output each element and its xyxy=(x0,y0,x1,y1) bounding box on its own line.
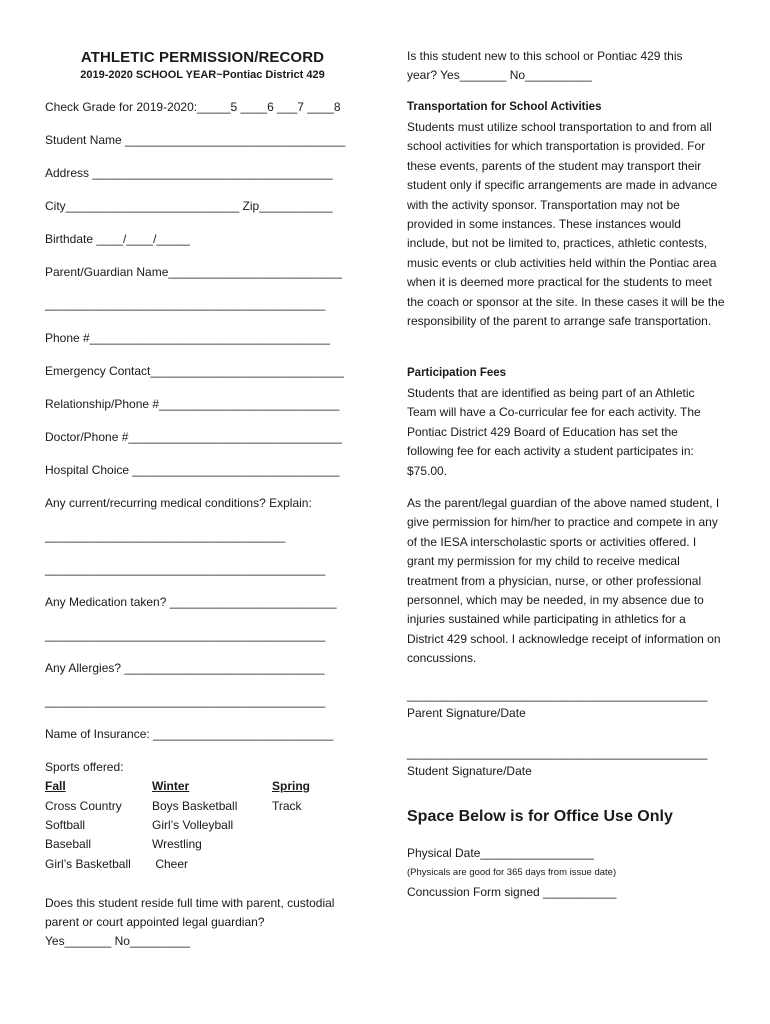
new-student-question: Is this student new to this school or Pontiac 429 this xyxy=(407,49,683,63)
reside-question-line2: parent or court appointed legal guardian? xyxy=(45,915,265,929)
fall-header: Fall xyxy=(45,779,66,793)
spring-header: Spring xyxy=(272,779,310,793)
address-field[interactable]: Address ____________________________________ xyxy=(45,166,333,180)
parent-guardian-name-field[interactable]: Parent/Guardian Name__________________________ xyxy=(45,265,342,279)
physical-date-field[interactable]: Physical Date_________________ xyxy=(407,846,594,860)
sport-spring-item: Track xyxy=(272,799,302,813)
transportation-heading: Transportation for School Activities xyxy=(407,101,602,113)
sport-fall-item: Girl’s Basketball xyxy=(45,857,131,871)
student-signature-label: Student Signature/Date xyxy=(407,764,532,778)
medication-line2[interactable]: __________________________________________ xyxy=(45,628,326,642)
doctor-phone-field[interactable]: Doctor/Phone #________________________________ xyxy=(45,430,342,444)
sport-winter-item: Girl’s Volleyball xyxy=(152,818,234,832)
parent-guardian-name-line2[interactable]: __________________________________________ xyxy=(45,297,326,311)
reside-question-line1: Does this student reside full time with parent, custodial xyxy=(45,896,335,910)
medical-conditions-label: Any current/recurring medical conditions? Explain: xyxy=(45,496,312,510)
reside-answer-field[interactable]: Yes_______ No_________ xyxy=(45,934,191,948)
concussion-form-field[interactable]: Concussion Form signed ___________ xyxy=(407,885,617,899)
physical-note: (Physicals are good for 365 days from issue date) xyxy=(407,867,617,878)
city-zip-field[interactable]: City__________________________ Zip___________ xyxy=(45,199,333,213)
medical-conditions-line2[interactable]: __________________________________________ xyxy=(45,562,326,576)
parent-signature-label: Parent Signature/Date xyxy=(407,706,526,720)
sport-winter-item: Wrestling xyxy=(152,837,202,851)
hospital-choice-field[interactable]: Hospital Choice _______________________________ xyxy=(45,463,340,477)
parent-signature-line[interactable]: _____________________________________________ xyxy=(407,688,708,702)
sport-winter-item: Cheer xyxy=(152,857,189,871)
medication-field[interactable]: Any Medication taken? _________________________ xyxy=(45,595,337,609)
student-signature-line[interactable]: _____________________________________________ xyxy=(407,746,708,760)
winter-header: Winter xyxy=(152,779,190,793)
form-title: ATHLETIC PERMISSION/RECORD xyxy=(80,49,325,66)
new-student-answer-field[interactable]: year? Yes_______ No__________ xyxy=(407,68,592,82)
sport-winter-item: Boys Basketball xyxy=(152,799,238,813)
form-subtitle: 2019-2020 SCHOOL YEAR~Pontiac District 429 xyxy=(80,69,325,81)
allergies-field[interactable]: Any Allergies? ______________________________ xyxy=(45,661,325,675)
insurance-field[interactable]: Name of Insurance: ___________________________ xyxy=(45,727,334,741)
student-name-field[interactable]: Student Name _________________________________ xyxy=(45,133,346,147)
emergency-contact-field[interactable]: Emergency Contact_____________________________ xyxy=(45,364,344,378)
birthdate-field[interactable]: Birthdate ____/____/_____ xyxy=(45,232,190,246)
permission-statement: As the parent/legal guardian of the above named student, I give permission for him/her to practice and compete in any of the IESA interscholastic sports or activities offered. I grant my permission for my child to receive medical treatment from a physician, nurse, or other professional personnel, which may be needed, in my absence due to injuries sustained while participating in athletics for a District 429 school. I acknowledge receipt of information on concussions. xyxy=(407,496,721,666)
sport-fall-item: Softball xyxy=(45,818,86,832)
check-grade-field[interactable]: Check Grade for 2019-2020:_____5 ____6 ___7 ____8 xyxy=(45,100,341,114)
participation-fees-heading: Participation Fees xyxy=(407,367,507,379)
participation-fees-text: Students that are identified as being part of an Athletic Team will have a Co-curricular fee for each activity. The Pontiac District 429 Board of Education has set the following fee for each activity a student participates in: $75.00. xyxy=(407,386,701,478)
office-use-heading: Space Below is for Office Use Only xyxy=(407,808,673,825)
sport-fall-item: Baseball xyxy=(45,837,92,851)
allergies-line2[interactable]: __________________________________________ xyxy=(45,694,326,708)
phone-field[interactable]: Phone #____________________________________ xyxy=(45,331,330,345)
sport-fall-item: Cross Country xyxy=(45,799,122,813)
sports-offered-label: Sports offered: xyxy=(45,760,124,774)
transportation-text: Students must utilize school transportation to and from all school activities for which transportation is provided. For these events, parents of the student may transport their student only if specific arrangements are made in advance with the activity sponsor. Transportation may not be provided in some instances. These instances would include, but not be limited to, practices, athletic contests, music events or club activities held within the Pontiac area when it is deemed more practical for the students to meet the coach or sponsor at the site. In these cases it will be the responsibility of the parent to arrange safe transportation. xyxy=(407,120,725,329)
relationship-phone-field[interactable]: Relationship/Phone #___________________________ xyxy=(45,397,340,411)
medical-conditions-line1[interactable]: ____________________________________ xyxy=(45,529,286,543)
